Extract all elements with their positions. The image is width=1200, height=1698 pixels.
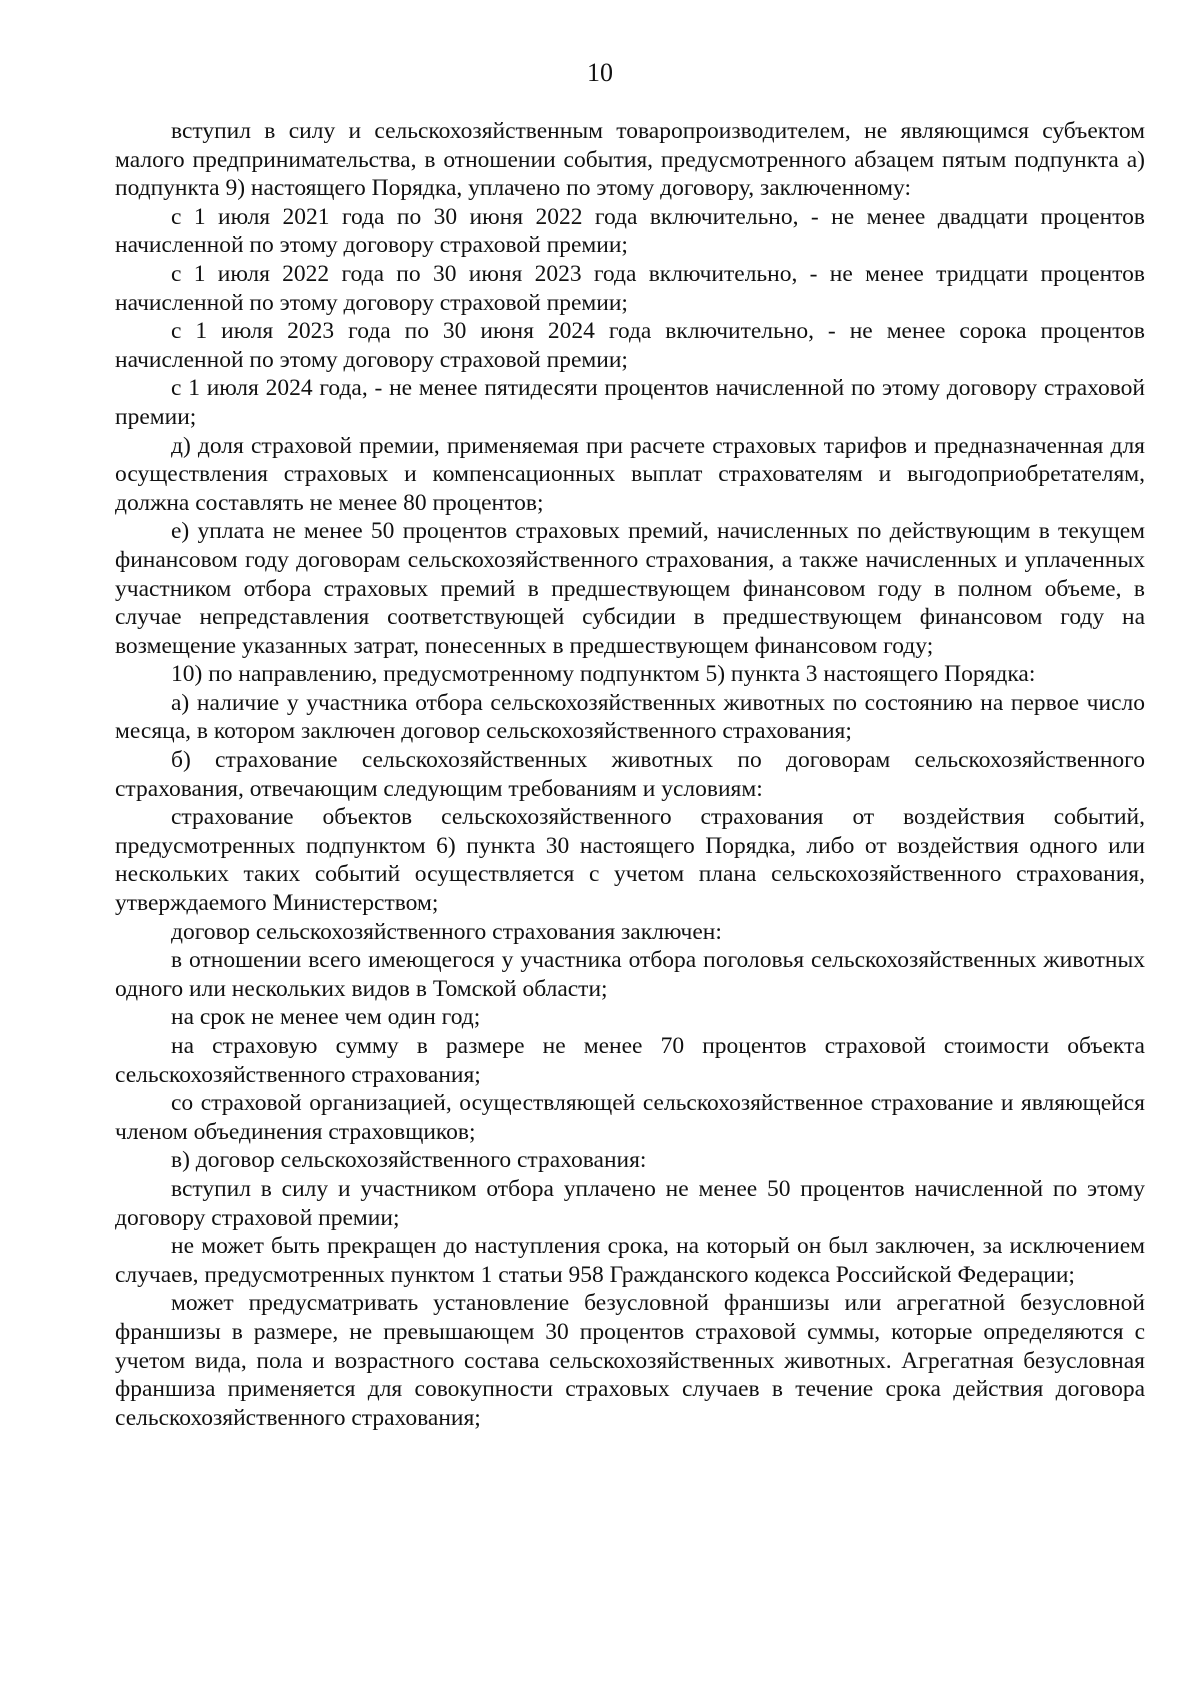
document-body [115, 117, 1145, 1432]
paragraph: страхование объектов сельскохозяйственного страхования от воздействия событий, предусмотренных подпунктом 6) пункта 30 настоящего Порядка, либо от воздействия одного или нескольких таких событий осуществляется с учетом плана сельскохозяйственного страхования, утверждаемого Министерством; [115, 804, 1145, 917]
paragraph: с 1 июля 2024 года, - не менее пятидесяти процентов начисленной по этому договору страховой премии; [115, 375, 1145, 430]
paragraph: в отношении всего имеющегося у участника отбора поголовья сельскохозяйственных животных одного или нескольких видов в Томской области; [115, 947, 1145, 1002]
paragraph: д) доля страховой премии, применяемая при расчете страховых тарифов и предназначенная для осуществления страховых и компенсационных выплат страхователям и выгодоприобретателям, должна составлять не менее 80 процентов; [115, 432, 1145, 516]
paragraph: договор сельскохозяйственного страхования заключен: [171, 918, 722, 945]
paragraph: 10) по направлению, предусмотренному подпунктом 5) пункта 3 настоящего Порядка: [171, 661, 1036, 688]
paragraph: на страховую сумму в размере не менее 70 процентов страховой стоимости объекта сельскохозяйственного страхования; [115, 1033, 1145, 1088]
paragraph: вступил в силу и сельскохозяйственным товаропроизводителем, не являющимся субъектом малого предпринимательства, в отношении события, предусмотренного абзацем пятым подпункта а) подпункта 9) настоящего Порядка, уплачено по этому договору, заключенному: [115, 118, 1145, 202]
paragraph: со страховой организацией, осуществляющей сельскохозяйственное страхование и являющейся членом объединения страховщиков; [115, 1090, 1145, 1145]
paragraph: с 1 июля 2021 года по 30 июня 2022 года включительно, - не менее двадцати процентов начисленной по этому договору страховой премии; [115, 203, 1145, 259]
paragraph: на срок не менее чем один год; [171, 1004, 481, 1031]
page-number: 10 [587, 58, 613, 87]
paragraph: б) страхование сельскохозяйственных животных по договорам сельскохозяйственного страхования, отвечающим следующим требованиям и условиям: [115, 747, 1145, 802]
paragraph: может предусматривать установление безусловной франшизы или агрегатной безусловной франшизы в размере, не превышающем 30 процентов страховой суммы, которые определяются с учетом вида, пола и возрастного состава сельскохозяйственных животных. Агрегатная безусловная франшиза применяется для совокупности страховых случаев в течение срока действия договора сельскохозяйственного страхования; [115, 1290, 1145, 1431]
paragraph: с 1 июля 2023 года по 30 июня 2024 года включительно, - не менее сорока процентов начисленной по этому договору страховой премии; [115, 318, 1145, 373]
paragraph: в) договор сельскохозяйственного страхования: [171, 1147, 647, 1174]
paragraph: а) наличие у участника отбора сельскохозяйственных животных по состоянию на первое число месяца, в котором заключен договор сельскохозяйственного страхования; [115, 689, 1145, 745]
paragraph: не может быть прекращен до наступления срока, на который он был заключен, за исключением случаев, предусмотренных пунктом 1 статьи 958 Гражданского кодекса Российской Федерации; [115, 1233, 1145, 1288]
paragraph: вступил в силу и участником отбора уплачено не менее 50 процентов начисленной по этому договору страховой премии; [115, 1175, 1145, 1231]
paragraph: с 1 июля 2022 года по 30 июня 2023 года включительно, - не менее тридцати процентов начисленной по этому договору страховой премии; [115, 260, 1145, 316]
paragraph: е) уплата не менее 50 процентов страховых премий, начисленных по действующим в текущем финансовом году договорам сельскохозяйственного страхования, а также начисленных и уплаченных участником отбора страховых премий в предшествующем финансовом году в полном объеме, в случае непредставления соответствующей субсидии в предшествующем финансовом году на возмещение указанных затрат, понесенных в предшествующем финансовом году; [115, 518, 1145, 659]
